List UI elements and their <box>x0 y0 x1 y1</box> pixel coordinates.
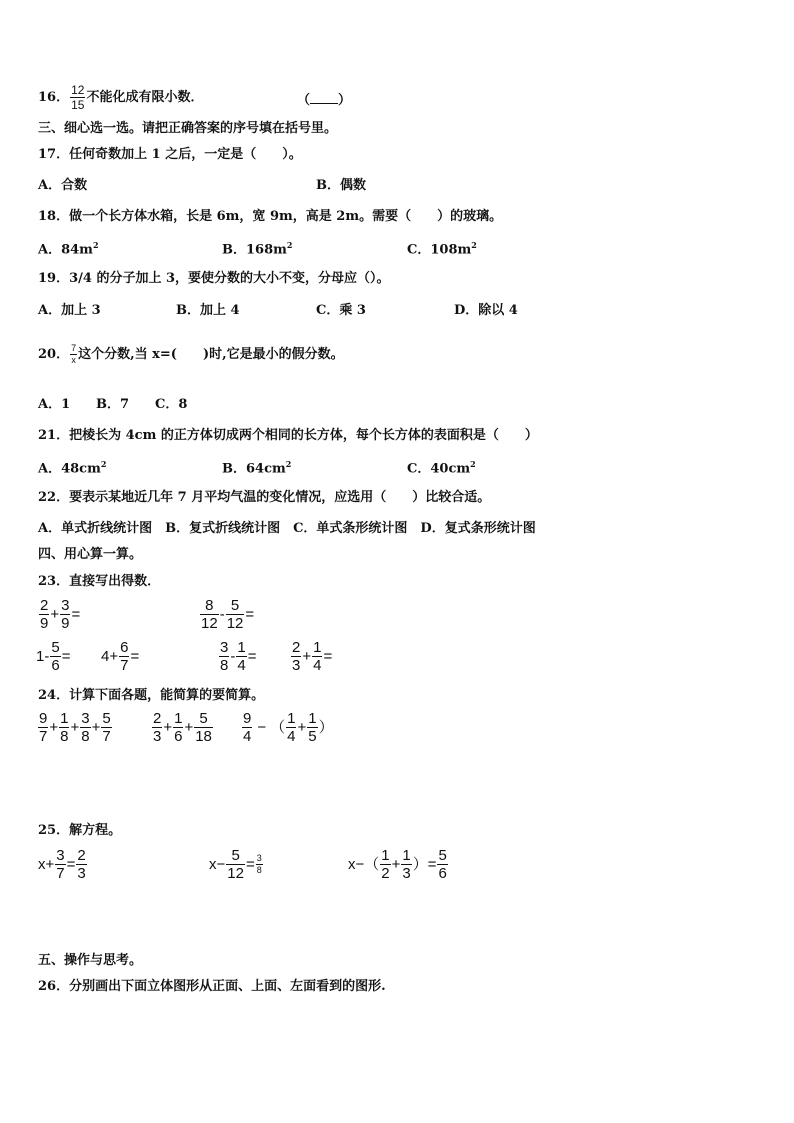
question-21: 21．把棱长为 4cm 的正方体切成两个相同的长方体，每个长方体的表面积是（ ） <box>38 428 538 443</box>
question-text: 这个分数,当 x=( )时,它是最小的假分数。 <box>78 347 344 362</box>
question-number: 16． <box>38 90 70 105</box>
question-18: 18．做一个长方体水箱，长是 6m，宽 9m，高是 2m。需要（ ）的玻璃。 <box>38 209 503 224</box>
expression: $\frac{2}{3}$ + $\frac{1}{6}$ + $\frac{5}{18}$ <box>153 710 212 745</box>
expression: $\frac{8}{12}$ - $\frac{5}{12}$ = <box>201 597 255 632</box>
option-a[interactable]: A．合数 <box>38 178 88 193</box>
question-16 <box>38 84 203 111</box>
question-number: 20． <box>38 347 70 362</box>
fraction: $\frac{12}{15}$ <box>71 83 85 112</box>
section-heading-4: 四、用心算一算。 <box>38 547 143 562</box>
option-b[interactable]: B．偶数 <box>316 178 366 193</box>
option-a[interactable]: A．$84m^2$ <box>38 240 99 258</box>
question-20 <box>38 344 344 365</box>
question-17: 17．任何奇数加上 1 之后，一定是（ ）。 <box>38 147 302 162</box>
question-19: 19．3/4 的分子加上 3，要使分数的大小不变，分母应（）。 <box>38 271 390 286</box>
expression: 1- $\frac{5}{6}$ = <box>36 639 71 674</box>
option-c[interactable]: C．$40cm^2$ <box>407 459 476 477</box>
expression: $\frac{2}{9}$ + $\frac{3}{9}$ = <box>40 597 81 632</box>
fraction: $\frac{7}{x}$ <box>71 343 77 365</box>
question-26: 26．分别画出下面立体图形从正面、上面、左面看到的图形. <box>38 979 386 994</box>
equation: x−（ $\frac{1}{2}$ + $\frac{1}{3}$ ）= $\frac{5}{6}$ <box>348 847 447 882</box>
option-b[interactable]: B．加上 4 <box>176 303 240 318</box>
expression: $\frac{9}{7}$ + $\frac{1}{8}$ + $\frac{3}{8}$ + $\frac{5}{7}$ <box>39 710 111 745</box>
option-b[interactable]: B．$168m^2$ <box>222 240 293 258</box>
option-a[interactable]: A．1 <box>38 397 71 412</box>
question-24: 24．计算下面各题，能简算的要简算。 <box>38 688 265 703</box>
option-b[interactable]: B．$64cm^2$ <box>222 459 292 477</box>
option-b[interactable]: B．7 <box>96 397 130 412</box>
option-d[interactable]: D．除以 4 <box>454 303 518 318</box>
expression: $\frac{9}{4}$ − （ $\frac{1}{4}$ + $\frac{1}{5}$ ） <box>243 710 334 745</box>
option-a[interactable]: A．$48cm^2$ <box>38 459 107 477</box>
equation: x− $\frac{5}{12}$ = $\frac{3}{8}$ <box>209 847 262 882</box>
section-heading-5: 五、操作与思考。 <box>38 953 143 968</box>
option-c[interactable]: C．$108m^2$ <box>407 240 477 258</box>
equation: x+ $\frac{3}{7}$ = $\frac{2}{3}$ <box>38 847 86 882</box>
options-row[interactable]: A．单式折线统计图 B．复式折线统计图 C．单式条形统计图 D．复式条形统计图 <box>38 521 536 536</box>
question-22: 22．要表示某地近几年 7 月平均气温的变化情况，应选用（ ）比较合适。 <box>38 490 491 505</box>
option-c[interactable]: C．乘 3 <box>316 303 366 318</box>
question-text: 不能化成有限小数． <box>86 90 204 105</box>
question-23: 23．直接写出得数． <box>38 574 161 589</box>
question-25: 25．解方程。 <box>38 823 122 838</box>
section-heading-3: 三、细心选一选。请把正确答案的序号填在括号里。 <box>38 121 338 136</box>
expression: 4+ $\frac{6}{7}$ = <box>101 639 140 674</box>
expression: $\frac{3}{8}$ - $\frac{1}{4}$ = <box>220 639 257 674</box>
expression: $\frac{2}{3}$ + $\frac{1}{4}$ = <box>292 639 333 674</box>
answer-blank[interactable]: （ ） <box>297 93 352 108</box>
option-c[interactable]: C．8 <box>155 397 188 412</box>
option-a[interactable]: A．加上 3 <box>38 303 101 318</box>
